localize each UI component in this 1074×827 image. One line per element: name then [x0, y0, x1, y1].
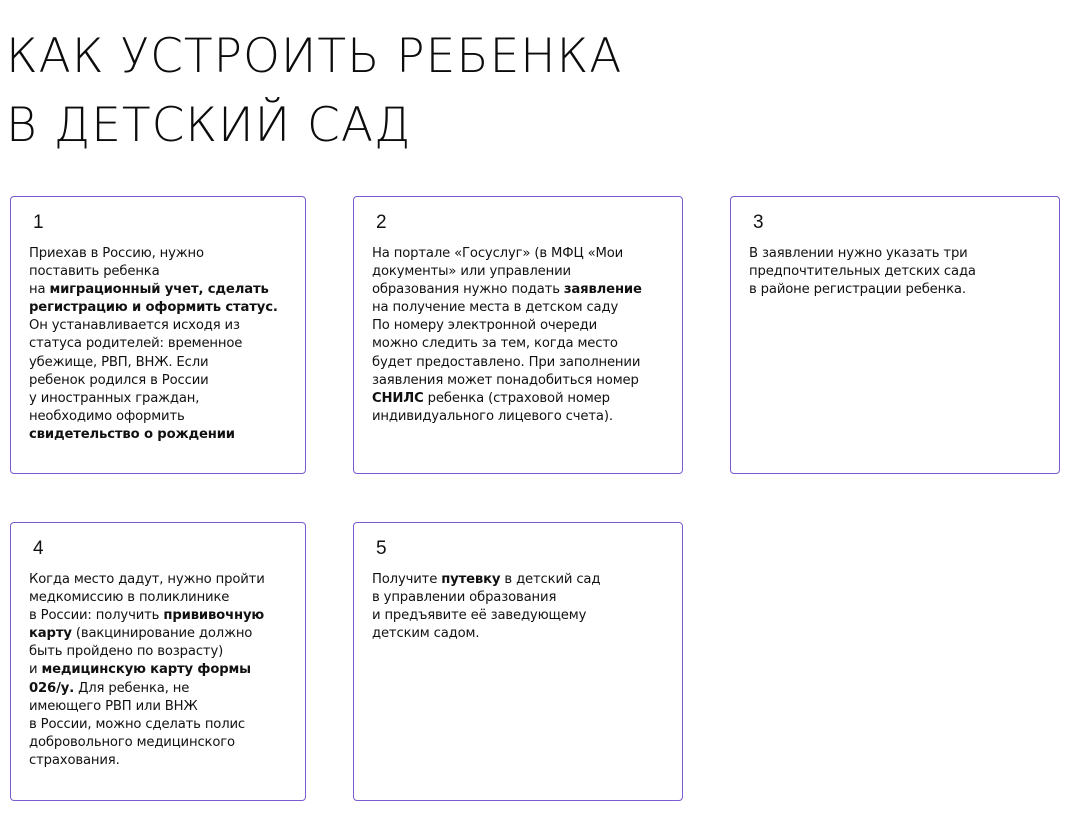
bold-text: регистрацию и оформить статус.	[29, 300, 278, 316]
step-text-line	[372, 317, 672, 335]
text: быть пройдено по возрасту)	[29, 644, 224, 660]
text: предпочтительных детских сада	[749, 264, 976, 280]
text: в управлении образования	[372, 590, 557, 606]
step-text-line	[372, 299, 672, 317]
page-title	[6, 22, 622, 160]
bold-text: 026/у.	[29, 680, 75, 696]
step-text-line	[372, 263, 672, 281]
step-text-line	[29, 716, 295, 734]
text: статуса родителей: временное	[29, 336, 243, 352]
step-text-line	[372, 589, 672, 607]
text: Для ребенка, не	[74, 680, 190, 696]
step-text-line	[29, 335, 295, 353]
step-text-line	[29, 680, 295, 698]
step-text-line	[29, 625, 295, 643]
text: медкомиссию в поликлинике	[29, 590, 230, 606]
text: ребенок родился в России	[29, 372, 209, 388]
text: (вакцинирование должно	[71, 626, 253, 642]
step-text-line	[29, 734, 295, 752]
step-description	[29, 571, 295, 770]
bold-text: СНИЛС	[372, 390, 424, 406]
step-text-line	[29, 661, 295, 679]
text: поставить ребенка	[29, 264, 160, 280]
text: необходимо оформить	[29, 408, 185, 424]
text: образования нужно подать	[372, 282, 564, 298]
bold-text: карту	[29, 626, 72, 642]
step-text-line	[29, 643, 295, 661]
step-description	[372, 571, 672, 643]
text: можно следить за тем, когда место	[372, 336, 618, 352]
step-text-line	[29, 354, 295, 372]
step-text-line	[372, 607, 672, 625]
step-text-line	[372, 372, 672, 390]
bold-text: путевку	[441, 572, 501, 587]
step-card-2	[353, 196, 683, 474]
bold-text: миграционный учет, сделать	[49, 282, 269, 298]
step-text-line	[29, 263, 295, 281]
step-text-line	[372, 335, 672, 353]
text: детским садом.	[372, 626, 480, 642]
text: документы» или управлении	[372, 264, 571, 280]
bold-text: прививочную	[163, 608, 265, 624]
step-description	[29, 245, 295, 444]
text: Получите	[372, 572, 442, 587]
text: Приехав в Россию, нужно	[29, 246, 204, 261]
step-description	[749, 245, 1049, 299]
text: на получение места в детском саду	[372, 300, 619, 316]
step-text-line	[749, 281, 1049, 299]
step-number: 3	[753, 212, 764, 233]
step-number: 2	[376, 212, 387, 233]
page-title-line-2: В ДЕТСКИЙ САД	[6, 98, 412, 153]
text: в детский сад	[500, 572, 601, 587]
text: в России, можно сделать полис	[29, 716, 246, 732]
text: По номеру электронной очереди	[372, 318, 598, 334]
text: у иностранных граждан,	[29, 390, 200, 406]
text: В заявлении нужно указать три	[749, 246, 968, 261]
text: индивидуального лицевого счета).	[372, 408, 613, 424]
step-number: 1	[33, 212, 44, 233]
text: имеющего РВП или ВНЖ	[29, 698, 198, 714]
text: убежище, РВП, ВНЖ. Если	[29, 354, 209, 370]
step-text-line	[29, 372, 295, 390]
step-text-line	[29, 426, 295, 444]
text: На портале «Госуслуг» (в МФЦ «Мои	[372, 246, 624, 261]
text: в России: получить	[29, 608, 164, 624]
step-text-line	[29, 752, 295, 770]
step-text-line	[372, 354, 672, 372]
step-text-line	[29, 390, 295, 408]
step-text-line	[29, 299, 295, 317]
step-text-line	[29, 408, 295, 426]
step-text-line	[372, 245, 672, 263]
text: страхования.	[29, 752, 120, 768]
page-title-line-1: КАК УСТРОИТЬ РЕБЕНКА	[6, 29, 623, 84]
step-text-line	[29, 571, 295, 589]
step-card-1	[10, 196, 306, 474]
step-text-line	[749, 245, 1049, 263]
step-text-line	[372, 390, 672, 408]
text: ребенка (страховой номер	[423, 390, 610, 406]
text: на	[29, 282, 50, 298]
step-number: 4	[33, 538, 44, 559]
bold-text: заявление	[563, 282, 642, 298]
bold-text: свидетельство о рождении	[29, 426, 235, 442]
step-card-5	[353, 522, 683, 801]
step-text-line	[29, 607, 295, 625]
step-text-line	[29, 589, 295, 607]
text: в районе регистрации ребенка.	[749, 282, 966, 298]
text: заявления может понадобиться номер	[372, 372, 639, 388]
step-text-line	[372, 571, 672, 589]
step-text-line	[29, 317, 295, 335]
step-text-line	[372, 408, 672, 426]
step-text-line	[372, 281, 672, 299]
step-text-line	[29, 281, 295, 299]
text: и предъявите её заведующему	[372, 608, 587, 624]
text: будет предоставлено. При заполнении	[372, 354, 641, 370]
step-card-4	[10, 522, 306, 801]
bold-text: медицинскую карту формы	[41, 662, 251, 678]
step-card-3	[730, 196, 1060, 474]
step-text-line	[29, 698, 295, 716]
text: Когда место дадут, нужно пройти	[29, 572, 265, 587]
step-number: 5	[376, 538, 387, 559]
step-description	[372, 245, 672, 426]
step-text-line	[29, 245, 295, 263]
text: и	[29, 662, 42, 678]
step-text-line	[749, 263, 1049, 281]
step-text-line	[372, 625, 672, 643]
text: добровольного медицинского	[29, 734, 235, 750]
text: Он устанавливается исходя из	[29, 318, 240, 334]
